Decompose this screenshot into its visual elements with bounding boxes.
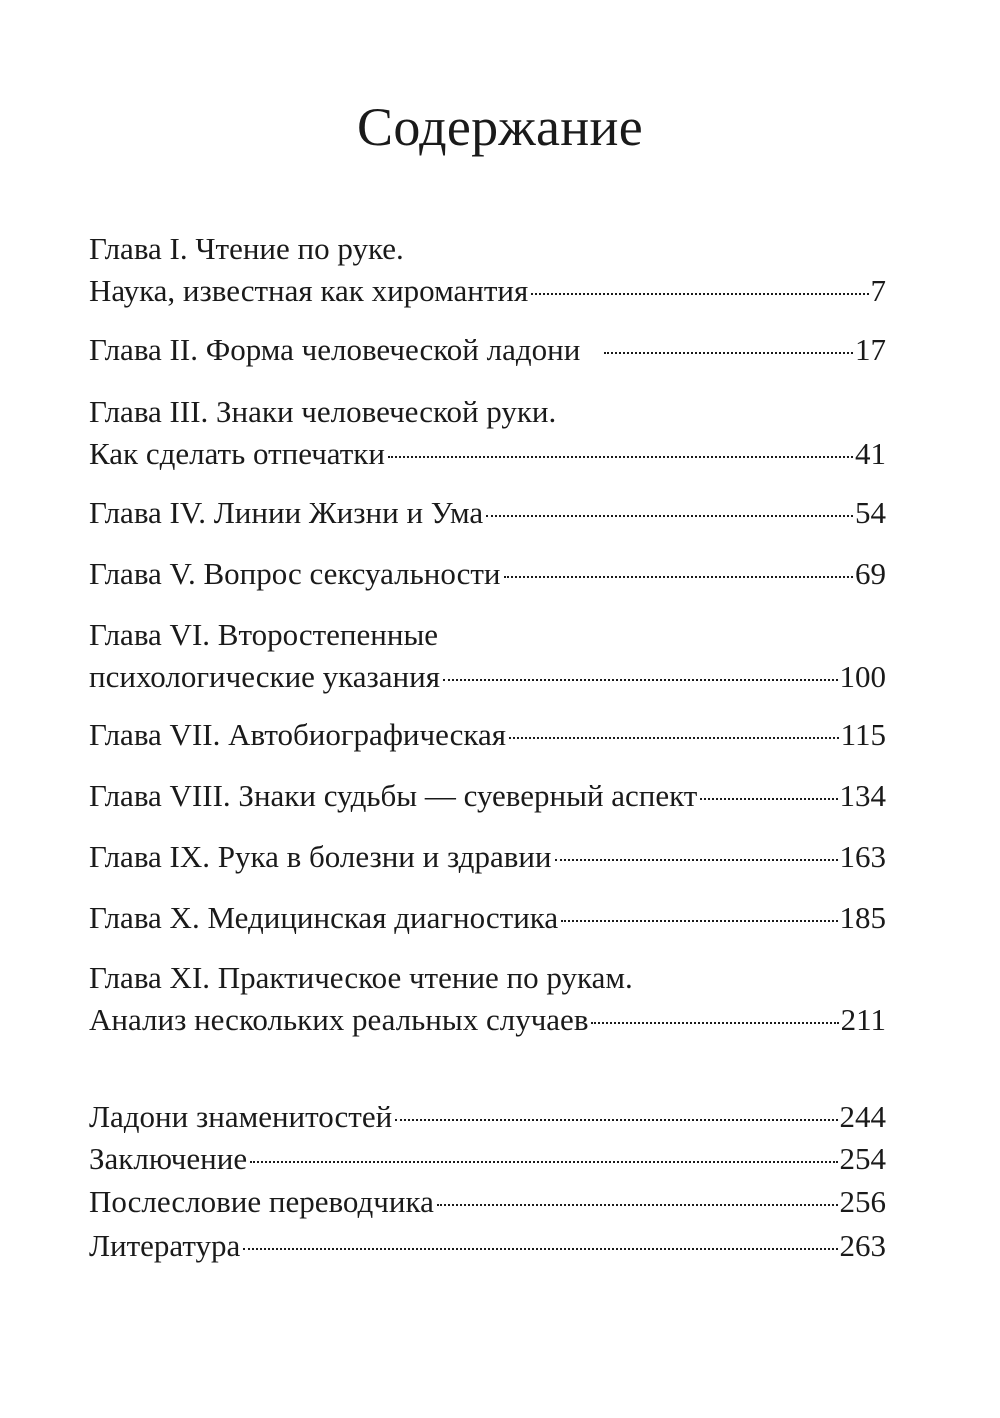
entry-title-line: Глава IV. Линии Жизни и Ума bbox=[89, 495, 484, 530]
toc-entry-chapter-10[interactable] bbox=[89, 897, 886, 939]
dot-leader bbox=[437, 1204, 838, 1206]
dot-leader bbox=[388, 456, 853, 458]
dot-leader bbox=[486, 515, 853, 517]
toc-entry-chapter-7[interactable] bbox=[89, 714, 886, 756]
page-number: 256 bbox=[839, 1184, 886, 1219]
dot-leader bbox=[531, 293, 868, 295]
toc-entry-chapter-11[interactable] bbox=[89, 957, 886, 1041]
page-number: 254 bbox=[839, 1141, 886, 1176]
dot-leader bbox=[250, 1161, 837, 1163]
entry-title-line: психологические указания bbox=[89, 659, 440, 694]
entry-title-line: Глава X. Медицинская диагностика bbox=[89, 900, 559, 935]
entry-title-line: Наука, известная как хиромантия bbox=[89, 273, 529, 308]
dot-leader bbox=[443, 679, 838, 681]
page-number: 54 bbox=[855, 495, 886, 530]
dot-leader bbox=[509, 737, 839, 739]
page-number: 163 bbox=[839, 839, 886, 874]
entry-title-line: Глава I. Чтение по руке. bbox=[89, 231, 404, 266]
dot-leader bbox=[555, 859, 838, 861]
toc-entry-chapter-5[interactable] bbox=[89, 553, 886, 595]
page-number: 211 bbox=[840, 1002, 886, 1037]
entry-title-line: Глава VIII. Знаки судьбы — суеверный аспект bbox=[89, 778, 698, 813]
page-number: 17 bbox=[855, 332, 886, 367]
entry-title-line: Глава V. Вопрос сексуальности bbox=[89, 556, 501, 591]
page-number: 100 bbox=[839, 659, 886, 694]
dot-leader bbox=[243, 1248, 837, 1250]
page-number: 115 bbox=[840, 717, 886, 752]
toc-entry-chapter-8[interactable] bbox=[89, 775, 886, 817]
toc-entry-chapter-9[interactable] bbox=[89, 836, 886, 878]
entry-title-line: Ладони знаменитостей bbox=[89, 1099, 393, 1134]
toc-entry-appendix[interactable] bbox=[89, 1096, 886, 1138]
entry-title-line: Литература bbox=[89, 1228, 241, 1263]
page-number: 41 bbox=[855, 436, 886, 471]
toc-entry-appendix[interactable] bbox=[89, 1138, 886, 1180]
entry-title-line: Глава VI. Второстепенные bbox=[89, 617, 439, 652]
page-number: 263 bbox=[839, 1228, 886, 1263]
dot-leader bbox=[395, 1119, 837, 1121]
dot-leader bbox=[591, 1022, 838, 1024]
toc-entry-appendix[interactable] bbox=[89, 1181, 886, 1223]
entry-title-line: Заключение bbox=[89, 1141, 248, 1176]
page-number: 185 bbox=[839, 900, 886, 935]
toc-entry-chapter-2[interactable] bbox=[89, 329, 886, 371]
toc-entry-chapter-6[interactable] bbox=[89, 614, 886, 698]
entry-title-line: Глава XI. Практическое чтение по рукам. bbox=[89, 960, 633, 995]
dot-leader bbox=[561, 920, 837, 922]
entry-title-line: Послесловие переводчика bbox=[89, 1184, 434, 1219]
toc-entry-appendix[interactable] bbox=[89, 1225, 886, 1267]
page-title: Содержание bbox=[357, 97, 643, 157]
entry-title-line: Глава IX. Рука в болезни и здравии bbox=[89, 839, 552, 874]
entry-title-line: Глава III. Знаки человеческой руки. bbox=[89, 394, 557, 429]
page-number: 7 bbox=[870, 273, 886, 308]
entry-title-line: Глава VII. Автобиографическая bbox=[89, 717, 506, 752]
toc-entry-chapter-4[interactable] bbox=[89, 492, 886, 534]
entry-title-line: Анализ нескольких реальных случаев bbox=[89, 1002, 589, 1037]
page-number: 134 bbox=[839, 778, 886, 813]
dot-leader bbox=[504, 576, 853, 578]
entry-title-line: Как сделать отпечатки bbox=[89, 436, 385, 471]
page-number: 69 bbox=[855, 556, 886, 591]
toc-entry-chapter-1[interactable] bbox=[89, 228, 886, 312]
entry-title-line: Глава II. Форма человеческой ладони bbox=[89, 332, 589, 367]
toc-entry-chapter-3[interactable] bbox=[89, 391, 886, 475]
dot-leader bbox=[604, 352, 853, 354]
dot-leader bbox=[700, 798, 837, 800]
page-number: 244 bbox=[839, 1099, 886, 1134]
